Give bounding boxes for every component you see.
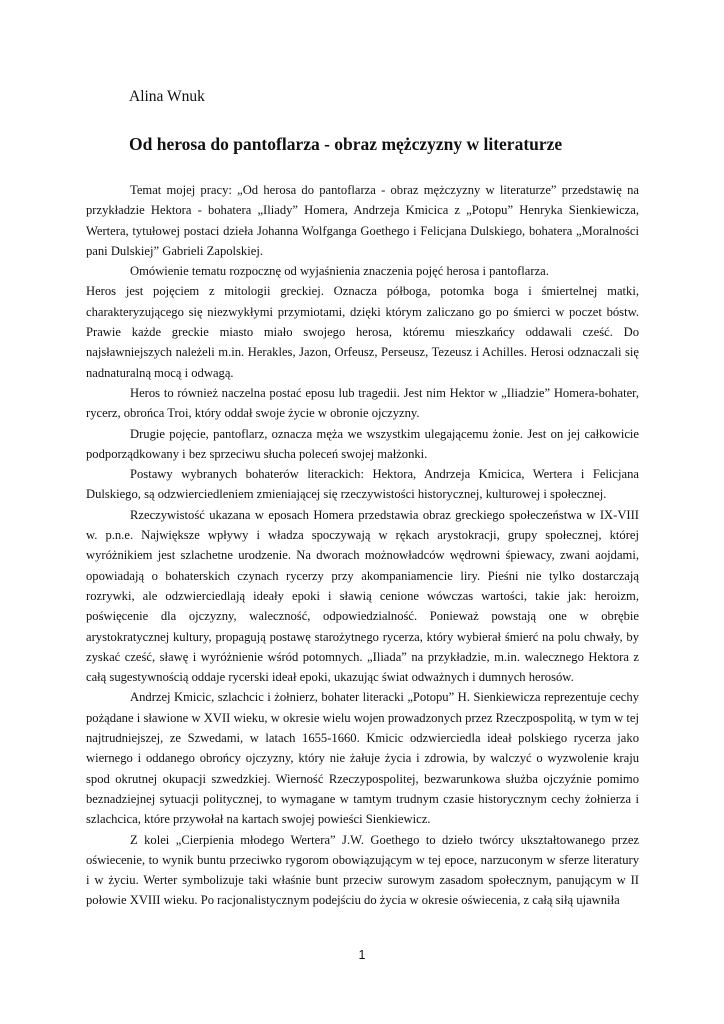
paragraph: Postawy wybranych bohaterów literackich: Hektora, Andrzeja Kmicica, Wertera i Felicjana Dulskiego, są odzwierciedleniem zmieniającej się rzeczywistości historycznej, kulturowej i społecznej. [86,467,639,502]
paragraph: Omówienie tematu rozpocznę od wyjaśnienia znaczenia pojęć herosa i pantoflarza. [130,264,549,279]
paragraph: Temat mojej pracy: „Od herosa do pantoflarza - obraz mężczyzny w literaturze” przedstawię na przykładzie Hektora - bohatera „Iliady” Homera, Andrzeja Kmicica z „Potopu” Henryka Sienkiewicza, Wertera, tytułowej postaci dzieła Johanna Wolfganga Goethego i Felicjana Dulskiego, bohatera „Moralności pani Dulskiej” Gabrieli Zapolskiej. [86,183,639,258]
document-title: Od herosa do pantoflarza - obraz mężczyzny w literaturze [129,134,563,154]
paragraph: Z kolei „Cierpienia młodego Wertera” J.W. Goethego to dzieło twórcy ukształtowanego przez oświecenie, to wynik buntu przeciwko rygorom obowiązującym w tej epoce, narzuconym w sferze literatury i w życiu. Werter symbolizuje taki właśnie bunt przeciw surowym zasadom społecznym, panującym w II połowie XVIII wieku. Po racjonalistycznym podejściu do życia w okresie oświecenia, z całą siłą ujawniła [86,832,639,908]
author-name: Alina Wnuk [129,88,205,105]
paragraph: Rzeczywistość ukazana w eposach Homera przedstawia obraz greckiego społeczeństwa w IX-VIII w. p.n.e. Największe wpływy i władza spoczywają w rękach arystokracji, grupy społecznej, której wyróżnikiem jest szlachetne urodzenie. Na dworach możnowładców wędrowni śpiewacy, zwani aojdami, opowiadają o bohaterskich czynach rycerzy przy akompaniamencie liry. Pieśni nie tylko dostarczają rozrywki, ale odzwierciedlają ideały epoki i sławią cenione wówczas wartości, takie jak: heroizm, poświęcenie dla ojczyzny, waleczność, odpowiedzialność. Ponieważ powstają one w obrębie arystokratycznej kultury, propagują postawę starożytnego rycerza, który wybierał śmierć na polu chwały, by zyskać cześć, sławę i wyróżnienie wśród potomnych. „Iliada” na przykładzie, m.in. walecznego Hektora z całą sugestywnością oddaje rycerski ideał epoki, ukazując świat odważnych i dumnych herosów. [86,507,639,685]
document-body [86,180,639,911]
paragraph: Heros jest pojęciem z mitologii greckiej. Oznacza półboga, potomka boga i śmiertelnej matki, charakteryzującego się niezwykłymi przymiotami, dzięki którym zaliczano go po śmierci w poczet bóstw. Prawie każde greckie miasto miało swojego herosa, któremu mieszkańcy oddawali cześć. Do najsławniejszych należeli m.in. Herakles, Jazon, Orfeusz, Perseusz, Tezeusz i Achilles. Herosi odznaczali się nadnaturalną mocą i odwagą. [86,284,639,380]
paragraph: Drugie pojęcie, pantoflarz, oznacza męża we wszystkim ulegającemu żonie. Jest on jej całkowicie podporządkowany i bez sprzeciwu słucha poleceń swojej małżonki. [86,426,639,461]
paragraph: Heros to również naczelna postać eposu lub tragedii. Jest nim Hektor w „Iliadzie” Homera-bohater, rycerz, obrońca Troi, który oddał swoje życie w obronie ojczyzny. [86,385,639,421]
paragraph: Andrzej Kmicic, szlachcic i żołnierz, bohater literacki „Potopu” H. Sienkiewicza reprezentuje cechy pożądane i sławione w XVII wieku, w okresie wielu wojen prowadzonych przez Rzeczpospolitą, w tym w tej najtrudniejszej, ze Szwedami, w latach 1655-1660. Kmicic odzwierciedla ideał polskiego rycerza jako wiernego i oddanego obrońcy ojczyzny, który nie żałuje życia i zdrowia, by walczyć o wyzwolenie kraju spod okrutnej okupacji szwedzkiej. Wierność Rzeczypospolitej, bezwarunkowa służba ojczyźnie pomimo beznadziejnej sytuacji politycznej, to wymagane w tamtym trudnym czasie historycznym cechy żołnierza i szlachcica, które przywołał na kartach swojej powieści Sienkiewicz. [86,690,639,827]
page-number: 1 [358,948,366,962]
